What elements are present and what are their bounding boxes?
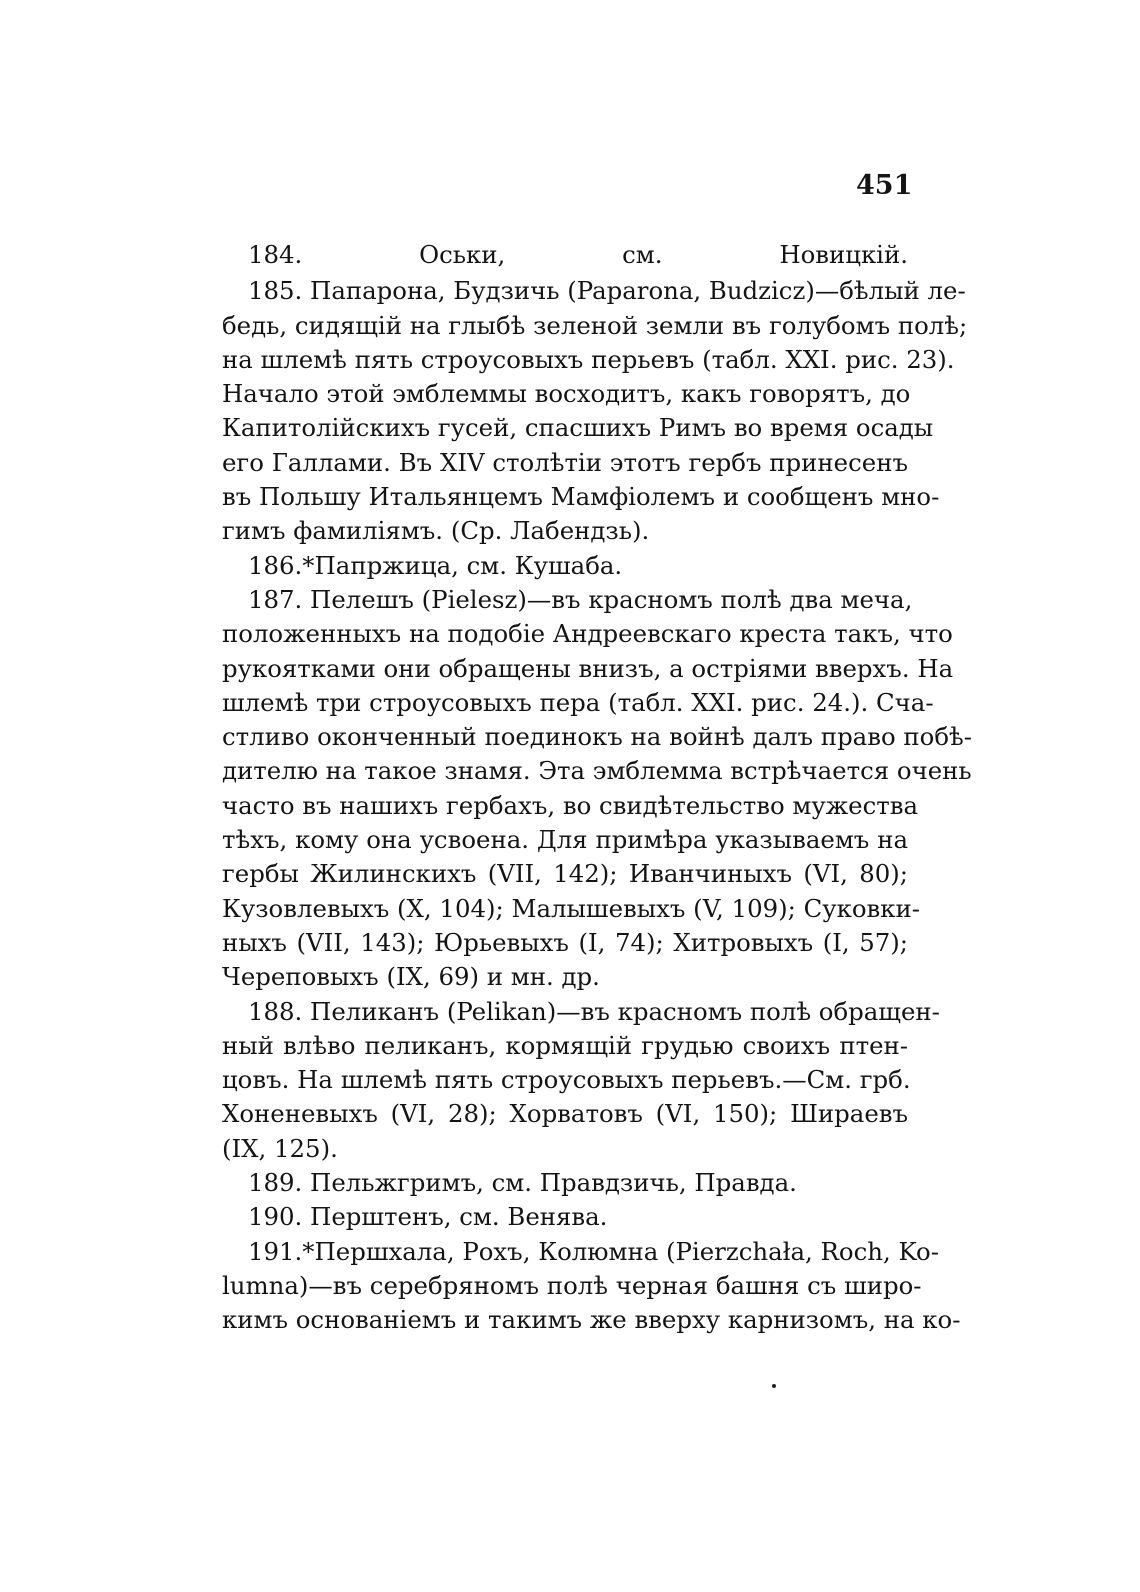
text-line: 184. Оськи, см. Новицкій.: [248, 240, 908, 269]
text-line: Череповыхъ (IX, 69) и мн. др.: [222, 962, 600, 992]
text-line: 190. Перштенъ, см. Венява.: [248, 1202, 608, 1232]
text-column: [222, 238, 972, 1338]
text-line: 189. Пельжгримъ, см. Правдзичь, Правда.: [248, 1168, 797, 1198]
text-line: рукоятками они обращены внизъ, а остріями вверхъ. На: [222, 653, 954, 683]
text-line: Капитолійскихъ гусей, спасшихъ Римъ во время осады: [222, 413, 934, 443]
page-number: 451: [856, 170, 913, 201]
text-line: дителю на такое знамя. Эта эмблемма встрѣчается очень: [222, 756, 972, 786]
text-line: шлемѣ три строусовыхъ пера (табл. XXI. рис. 24.). Сча-: [222, 687, 934, 717]
text-line: ный влѣво пеликанъ, кормящій грудью своихъ птен-: [222, 1030, 908, 1060]
ink-speck: [772, 1384, 776, 1388]
text-line: въ Польшу Итальянцемъ Мамфіолемъ и сообщенъ мно-: [222, 482, 940, 512]
text-line: цовъ. На шлемѣ пять строусовыхъ перьевъ.—См. грб.: [222, 1065, 911, 1095]
text-line: кимъ основаніемъ и такимъ же вверху карнизомъ, на ко-: [222, 1305, 961, 1335]
text-line: бедь, сидящій на глыбѣ зеленой земли въ голубомъ полѣ;: [222, 310, 968, 340]
text-line: (IX, 125).: [222, 1133, 338, 1163]
text-line: часто въ нашихъ гербахъ, во свидѣтельство мужества: [222, 790, 919, 820]
text-line: Хоненевыхъ (VI, 28); Хорватовъ (VI, 150); Шираевъ: [222, 1099, 908, 1129]
text-line: 191.*Першхала, Рохъ, Колюмна (Pierzchała, Roch, Ko-: [248, 1236, 939, 1266]
text-line: 187. Пелешъ (Pielesz)—въ красномъ полѣ два меча,: [248, 584, 913, 614]
text-line: ныхъ (VII, 143); Юрьевыхъ (I, 74); Хитровыхъ (I, 57);: [222, 927, 908, 957]
text-line: на шлемѣ пять строусовыхъ перьевъ (табл. XXI. рис. 23).: [222, 344, 955, 374]
text-line: тѣхъ, кому она усвоена. Для примѣра указываемъ на: [222, 825, 908, 855]
text-line: гимъ фамиліямъ. (Ср. Лабендзь).: [222, 516, 650, 546]
text-line: стливо оконченный поединокъ на войнѣ далъ право побѣ-: [222, 722, 972, 752]
text-line: lumna)—въ серебряномъ полѣ черная башня съ широ-: [222, 1270, 922, 1300]
text-line: его Галлами. Въ XIV столѣтіи этотъ гербъ принесенъ: [222, 447, 908, 477]
text-line: положенныхъ на подобіе Андреевскаго креста такъ, что: [222, 619, 953, 649]
text-line: 186.*Папржица, см. Кушаба.: [248, 550, 623, 580]
text-line: гербы Жилинскихъ (VII, 142); Иванчиныхъ (VI, 80);: [222, 859, 908, 889]
text-line: Кузовлевыхъ (X, 104); Малышевыхъ (V, 109); Суковки-: [222, 893, 921, 923]
text-line: 188. Пеликанъ (Pelikan)—въ красномъ полѣ обращен-: [248, 996, 940, 1026]
text-line: Начало этой эмблеммы восходитъ, какъ говорятъ, до: [222, 379, 911, 409]
text-line: 185. Папарона, Будзичь (Paparona, Budzicz)—бѣлый ле-: [248, 276, 966, 306]
